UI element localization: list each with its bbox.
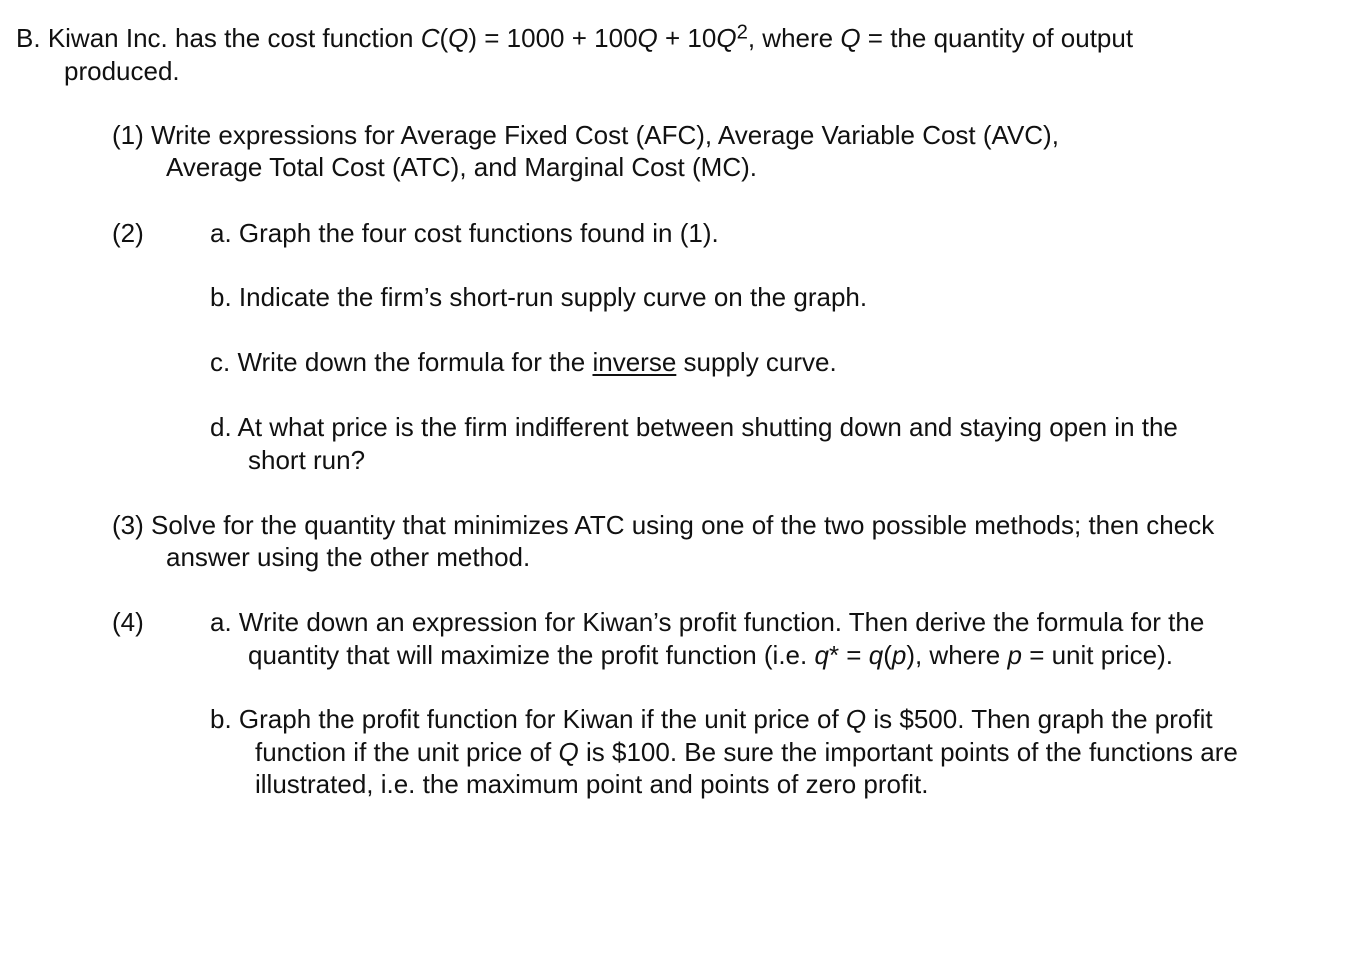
where-text: , where <box>747 23 834 53</box>
part4-number: (4) <box>112 607 144 637</box>
problem-intro-text: Kiwan Inc. has the cost function <box>47 23 414 53</box>
where-variable: Q <box>840 23 861 53</box>
where-definition: = the quantity of output <box>860 23 1134 53</box>
problem-label: B. <box>16 23 41 53</box>
part4-item-b-line-1: b. Graph the profit function for Kiwan if the unit price of Q is $500. Then graph the profit <box>210 704 1213 734</box>
problem-header-line-2: produced. <box>64 56 180 86</box>
part4-item-b-line-2: function if the unit price of Q is $100. Be sure the important points of the functions are <box>255 737 1238 767</box>
part2-c-text-before: c. Write down the formula for the <box>210 347 586 377</box>
part4-item-a-line-1: a. Write down an expression for Kiwan’s profit function. Then derive the formula for the <box>210 607 1205 637</box>
part2-c-text-after: supply curve. <box>683 347 837 377</box>
profit-max-quantity-formula: q* = q(p), where <box>814 640 1001 670</box>
part3-line-1: (3) Solve for the quantity that minimizes ATC using one of the two possible methods; then check <box>112 510 1215 540</box>
part2-item-c <box>210 346 837 379</box>
part2-number: (2) <box>112 218 144 248</box>
part3-line-2: answer using the other method. <box>166 542 531 572</box>
cost-function-expression: $C(Q) = 1000 + 100Q + 10Q^2$ <box>420 21 748 53</box>
part2-item-a: a. Graph the four cost functions found in (1). <box>210 218 719 248</box>
part2-item-b: b. Indicate the firm’s short-run supply curve on the graph. <box>210 282 868 312</box>
part1-line-2: Average Total Cost (ATC), and Marginal Cost (MC). <box>166 152 757 182</box>
part2-item-d-line-1: d. At what price is the firm indifferent between shutting down and staying open in the <box>210 412 1178 442</box>
problem-header-line-1 <box>16 22 1133 55</box>
part1-line-1: (1) Write expressions for Average Fixed Cost (AFC), Average Variable Cost (AVC), <box>112 120 1059 150</box>
part2-item-d-line-2: short run? <box>248 445 366 475</box>
part4-item-b-line-3: illustrated, i.e. the maximum point and points of zero profit. <box>255 769 929 799</box>
part4-item-a-line-2: quantity that will maximize the profit function (i.e. q* = q(p), where p = unit price). <box>248 640 1173 670</box>
part2-c-underlined-word: inverse <box>592 347 677 377</box>
